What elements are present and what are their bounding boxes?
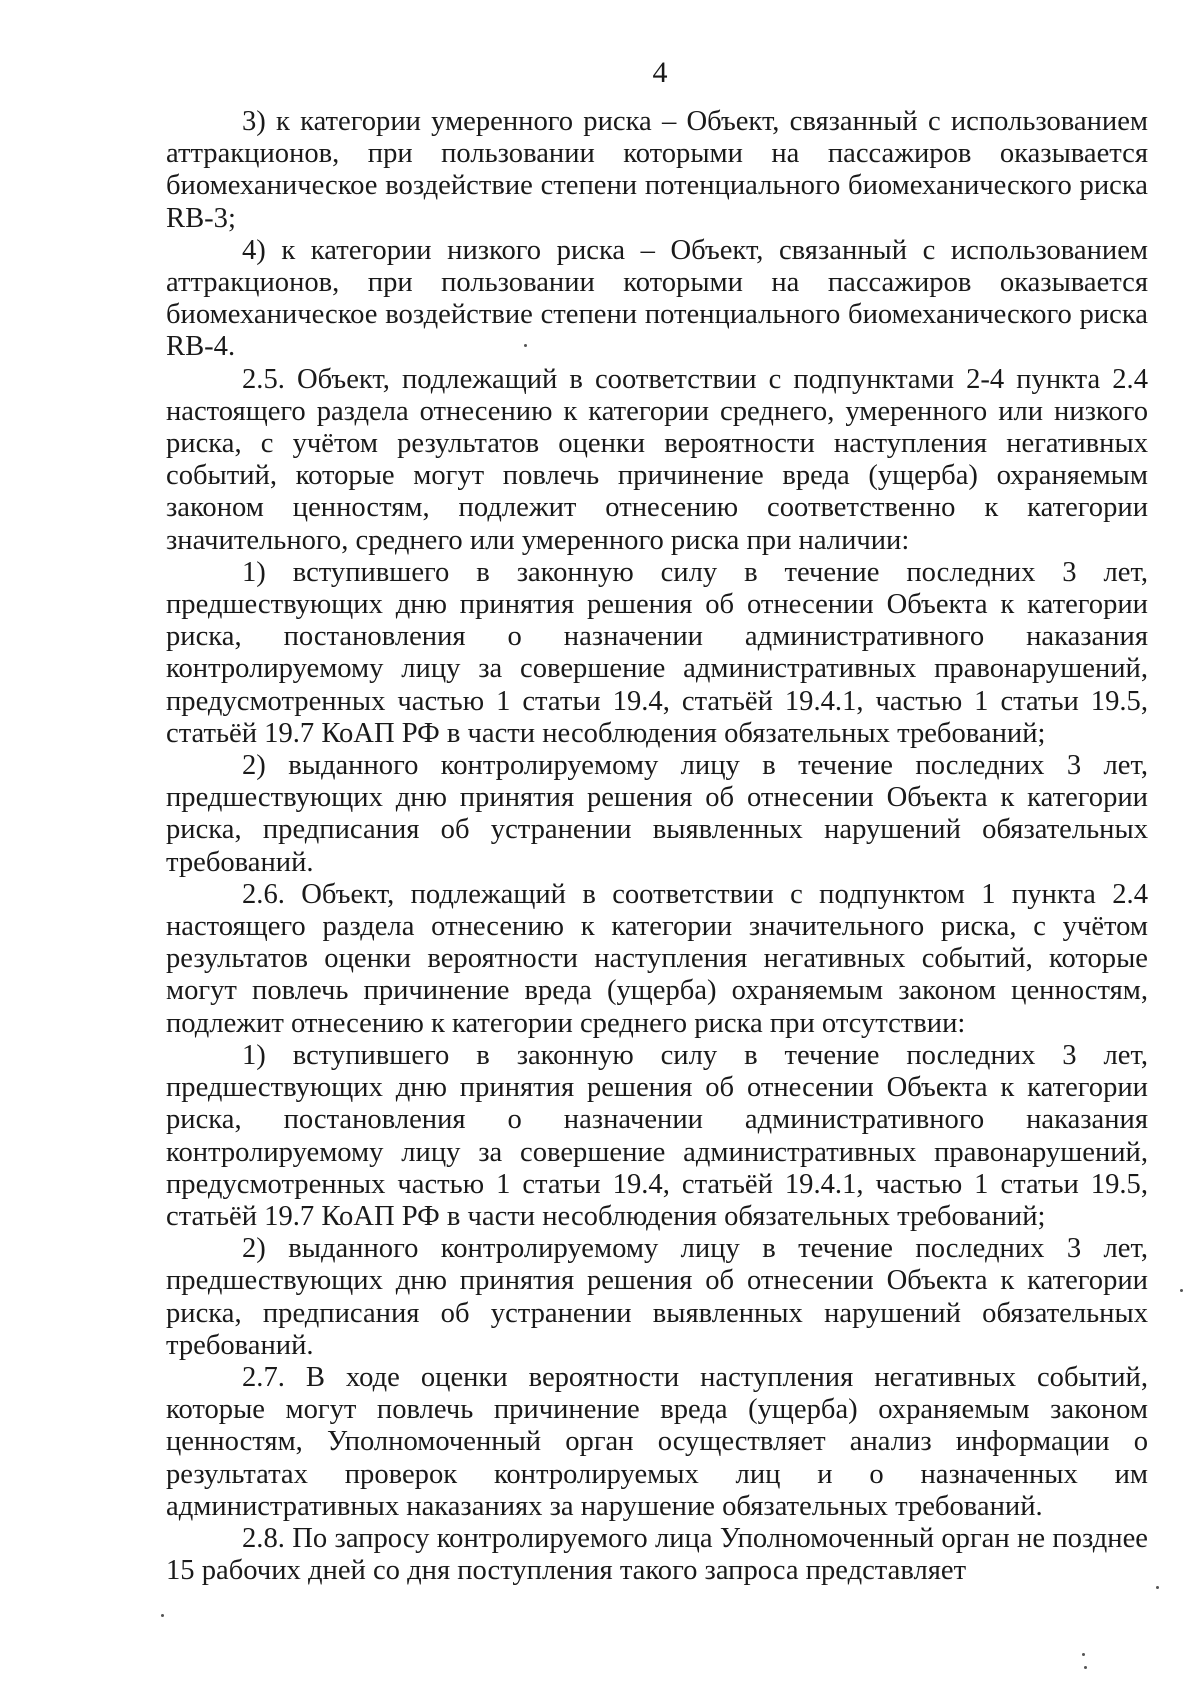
scan-speck <box>1084 1666 1087 1669</box>
paragraph-2-8: 2.8. По запросу контролируемого лица Уполномоченный орган не позднее 15 рабочих дней со дня поступления такого запроса представляет <box>166 1522 1148 1587</box>
paragraph-2-7: 2.7. В ходе оценки вероятности наступления негативных событий, которые могут повлечь причинение вреда (ущерба) охраняемым законом ценностям, Уполномоченный орган осуществляет анализ информации о результатах проверок контролируемых лиц и о назначенных им административных наказаниях за нарушение обязательных требований. <box>166 1361 1148 1522</box>
scan-speck <box>1156 1586 1159 1589</box>
paragraph-2-5: 2.5. Объект, подлежащий в соответствии с подпунктами 2-4 пункта 2.4 настоящего раздела отнесению к категории среднего, умеренного или низкого риска, с учётом результатов оценки вероятности наступления негативных событий, которые могут повлечь причинение вреда (ущерба) охраняемым законом ценностям, подлежит отнесению соответственно к категории значительного, среднего или умеренного риска при наличии: <box>166 363 1148 556</box>
scan-speck <box>161 1614 164 1617</box>
page-number: 4 <box>652 56 668 89</box>
paragraph-item-3: 3) к категории умеренного риска – Объект, связанный с использованием аттракционов, при пользовании которыми на пассажиров оказывается биомеханическое воздействие степени потенциального биомеханического риска RB-3; <box>166 106 1148 234</box>
scan-speck <box>524 344 527 347</box>
document-body <box>166 106 1148 1587</box>
paragraph-item-4: 4) к категории низкого риска – Объект, связанный с использованием аттракционов, при пользовании которыми на пассажиров оказывается биомеханическое воздействие степени потенциального биомеханического риска RB-4. <box>166 234 1148 363</box>
paragraph-2-6: 2.6. Объект, подлежащий в соответствии с подпунктом 1 пункта 2.4 настоящего раздела отнесению к категории значительного риска, с учётом результатов оценки вероятности наступления негативных событий, которые могут повлечь причинение вреда (ущерба) охраняемым законом ценностям, подлежит отнесению к категории среднего риска при отсутствии: <box>166 878 1148 1039</box>
paragraph-2-6-item-1: 1) вступившего в законную силу в течение последних 3 лет, предшествующих дню принятия решения об отнесении Объекта к категории риска, постановления о назначении административного наказания контролируемому лицу за совершение административных правонарушений, предусмотренных частью 1 статьи 19.4, статьёй 19.4.1, частью 1 статьи 19.5, статьёй 19.7 КоАП РФ в части несоблюдения обязательных требований; <box>166 1039 1148 1232</box>
paragraph-2-6-item-2: 2) выданного контролируемому лицу в течение последних 3 лет, предшествующих дню принятия решения об отнесении Объекта к категории риска, предписания об устранении выявленных нарушений обязательных требований. <box>166 1233 1148 1361</box>
scan-speck <box>1180 1289 1183 1292</box>
paragraph-2-5-item-2: 2) выданного контролируемому лицу в течение последних 3 лет, предшествующих дню принятия решения об отнесении Объекта к категории риска, предписания об устранении выявленных нарушений обязательных требований. <box>166 750 1148 878</box>
paragraph-2-5-item-1: 1) вступившего в законную силу в течение последних 3 лет, предшествующих дню принятия решения об отнесении Объекта к категории риска, постановления о назначении административного наказания контролируемому лицу за совершение административных правонарушений, предусмотренных частью 1 статьи 19.4, статьёй 19.4.1, частью 1 статьи 19.5, статьёй 19.7 КоАП РФ в части несоблюдения обязательных требований; <box>166 556 1148 749</box>
scan-speck <box>1082 1653 1085 1656</box>
